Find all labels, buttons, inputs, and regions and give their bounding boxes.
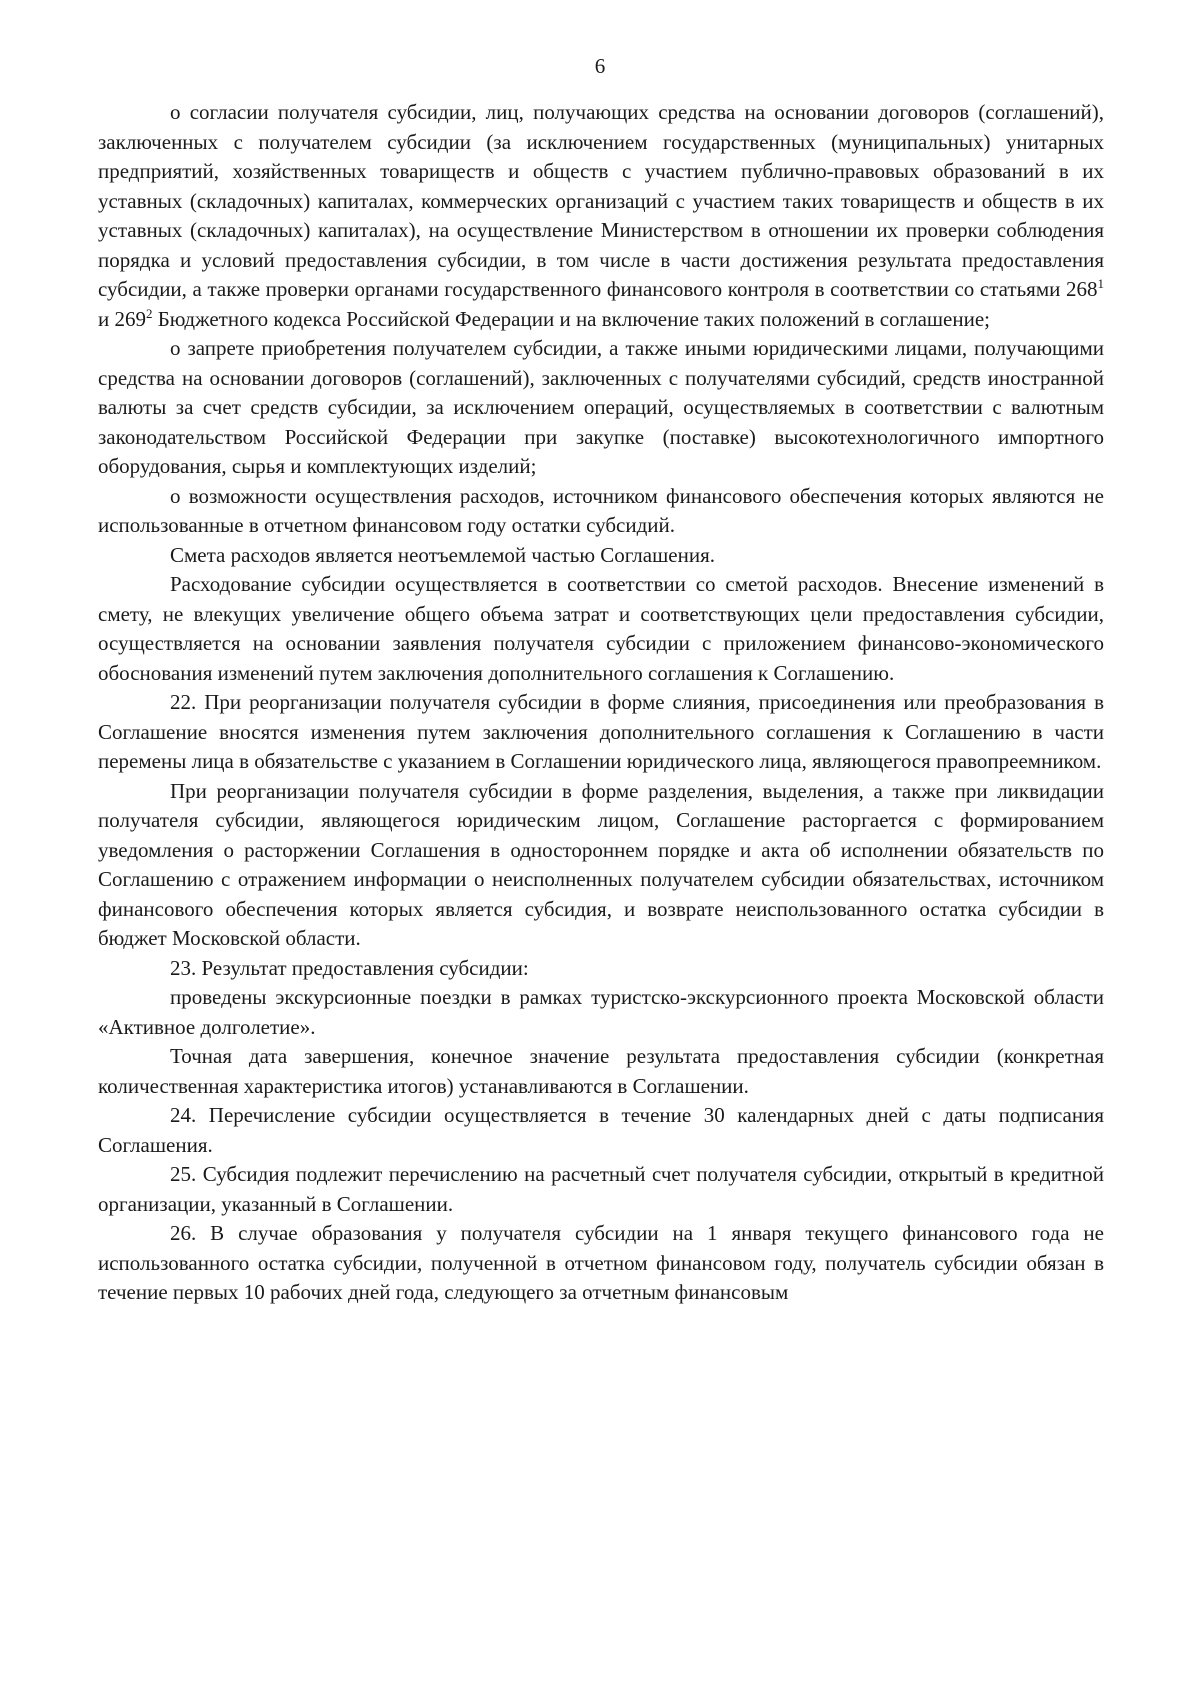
- document-body: [98, 98, 1104, 1308]
- paragraph-consent-verification: [98, 98, 1104, 334]
- paragraph-24-transfer: 24. Перечисление субсидии осуществляется в течение 30 календарных дней с даты подписания Соглашения.: [98, 1103, 1104, 1157]
- page-number: 6: [594, 54, 606, 78]
- superscript-2: 2: [146, 305, 153, 321]
- paragraph-25-account: 25. Субсидия подлежит перечислению на расчетный счет получателя субсидии, открытый в кредитной организации, указанный в Соглашении.: [98, 1162, 1104, 1216]
- paragraph-expenses-possibility: о возможности осуществления расходов, источником финансового обеспечения которых являются не использованные в отчетном финансовом году остатки субсидий.: [98, 483, 1104, 537]
- paragraph-text: и 269: [98, 306, 146, 331]
- paragraph-spending: Расходование субсидии осуществляется в соответствии со сметой расходов. Внесение изменений в смету, не влекущих увеличение общего объема затрат и соответствующих цели предоставления субсидии, осуществляется на основании заявления получателя субсидии с приложением финансово-экономического обоснования изменений путем заключения дополнительного соглашения к Соглашению.: [98, 572, 1104, 685]
- paragraph-estimate: Смета расходов является неотъемлемой частью Соглашения.: [170, 542, 715, 567]
- paragraph-reorganization-termination: При реорганизации получателя субсидии в форме разделения, выделения, а также при ликвидации получателя субсидии, являющегося юридическим лицом, Соглашение расторгается с формированием уведомления о расторжении Соглашения в одностороннем порядке и акта об исполнении обязательств по Соглашению с отражением информации о неисполненных получателем субсидии обязательствах, источником финансового обеспечения которых является субсидия, и возврате неиспользованного остатка субсидии в бюджет Московской области.: [98, 778, 1104, 950]
- paragraph-text: Бюджетного кодекса Российской Федерации и на включение таких положений в соглашение;: [152, 306, 991, 331]
- paragraph-completion-date: Точная дата завершения, конечное значение результата предоставления субсидии (конкретная количественная характеристика итогов) устанавливаются в Соглашении.: [98, 1044, 1104, 1098]
- paragraph-22-reorganization: 22. При реорганизации получателя субсидии в форме слияния, присоединения или преобразования в Соглашение вносятся изменения путем заключения дополнительного соглашения к Соглашению в части перемены лица в обязательстве с указанием в Соглашении юридического лица, являющегося правопреемником.: [98, 690, 1104, 773]
- superscript-1: 1: [1097, 276, 1104, 291]
- paragraph-text: о согласии получателя субсидии, лиц, получающих средства на основании договоров (соглашений), заключенных с получателем субсидии (за исключением государственных (муниципальных) унитарных предприятий, хозяйственных товариществ и обществ с участием публично-правовых образований в их уставных (складочных) капиталах, коммерческих организаций с участием таких товариществ и обществ в их уставных (складочных) капиталах), на осуществление Министерством в отношении их проверки соблюдения порядка и условий предоставления субсидии, в том числе в части достижения результата предоставления субсидии, а также проверки органами государственного финансового контроля в соответствии со статьями 268: [98, 100, 1104, 301]
- paragraph-excursions: проведены экскурсионные поездки в рамках туристско-экскурсионного проекта Московской области «Активное долголетие».: [98, 985, 1104, 1039]
- paragraph-23-result: 23. Результат предоставления субсидии:: [170, 955, 529, 980]
- paragraph-currency-ban: о запрете приобретения получателем субсидии, а также иными юридическими лицами, получающими средства на основании договоров (соглашений), заключенных с получателями субсидий, средств иностранной валюты за счет средств субсидии, за исключением операций, осуществляемых в соответствии с валютным законодательством Российской Федерации при закупке (поставке) высокотехнологичного импортного оборудования, сырья и комплектующих изделий;: [98, 336, 1104, 478]
- paragraph-26-remainder: 26. В случае образования у получателя субсидии на 1 января текущего финансового года не использованного остатка субсидии, полученной в отчетном финансовом году, получатель субсидии обязан в течение первых 10 рабочих дней года, следующего за отчетным финансовым: [98, 1221, 1104, 1304]
